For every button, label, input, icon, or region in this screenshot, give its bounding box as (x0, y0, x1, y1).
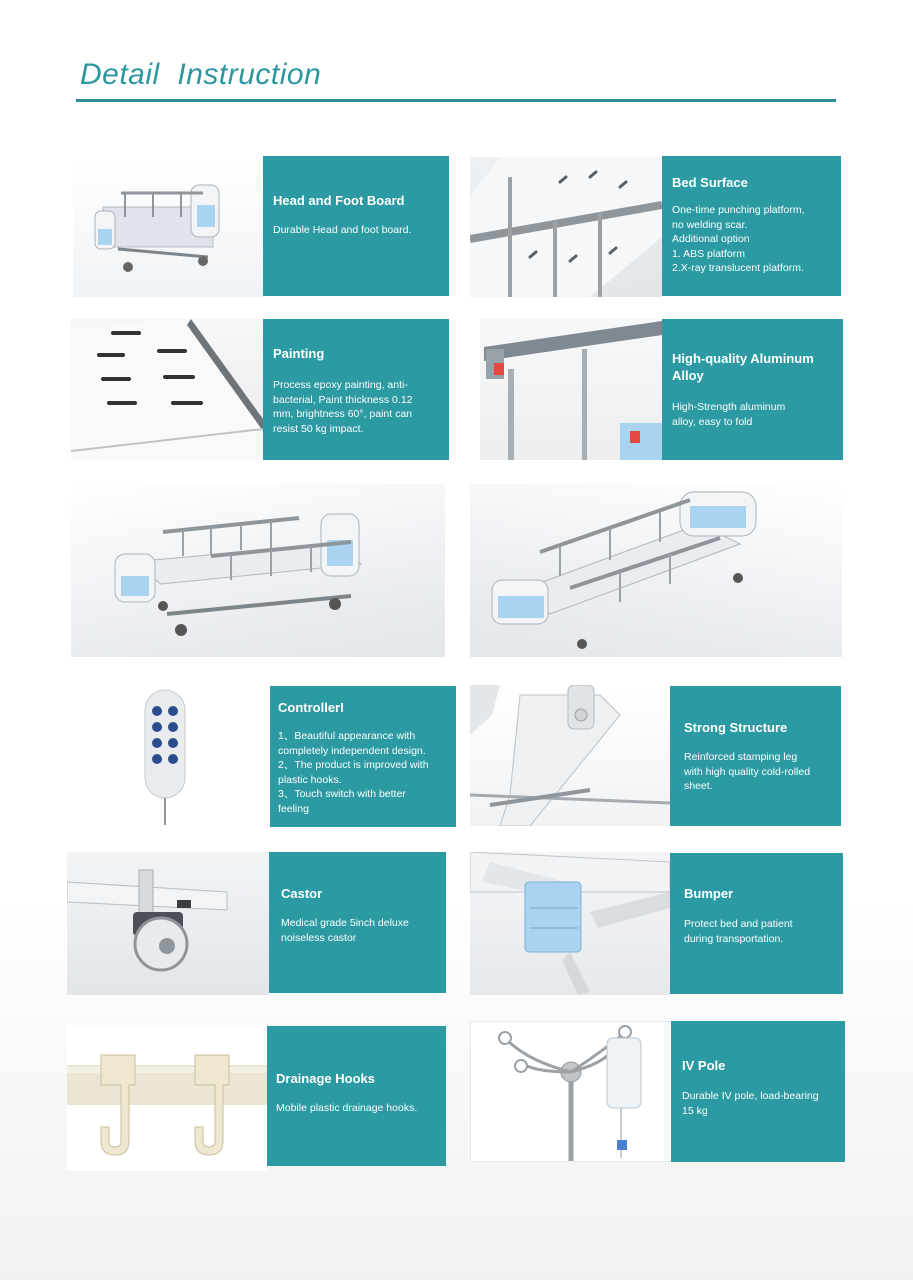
feature-panel-castor (269, 852, 446, 993)
page-title: Detail Instruction (80, 58, 322, 91)
feature-panel-iv-pole (671, 1021, 845, 1162)
feature-title: Painting (273, 346, 325, 361)
feature-panel-bed-surface (662, 156, 841, 296)
bumper-image (470, 852, 670, 995)
feature-description: 1、Beautiful appearance with completely independent design. 2、The product is improved with plastic hooks. 3、Touch switch with better feeling (278, 730, 429, 815)
feature-panel-strong-structure (670, 686, 841, 826)
drainage-hooks-image (67, 1025, 267, 1171)
feature-description: Protect bed and patient during transportation. (684, 918, 793, 945)
feature-description: One-time punching platform, no welding scar. Additional option 1. ABS platform 2.X-ray translucent platform. (672, 204, 805, 274)
feature-title: IV Pole (682, 1058, 726, 1073)
feature-panel-painting (263, 319, 449, 460)
feature-title: Bed Surface (672, 175, 748, 190)
head-foot-board-image (73, 157, 263, 297)
feature-panel-head-foot-board (263, 156, 449, 296)
strong-structure-image (470, 685, 670, 826)
feature-description: Process epoxy painting, anti- bacterial, Paint thickness 0.12 mm, brightness 60°, paint can resist 50 kg impact. (273, 379, 413, 435)
feature-title: ControllerI (278, 700, 344, 715)
bed-side-view-image (71, 484, 445, 657)
feature-title: High-quality Aluminum Alloy (672, 351, 814, 383)
title-divider (76, 99, 836, 102)
feature-title: Drainage Hooks (276, 1071, 375, 1086)
feature-title: Head and Foot Board (273, 193, 405, 208)
feature-description: Durable Head and foot board. (273, 224, 412, 236)
bed-surface-image (470, 157, 662, 297)
bed-angle-view-image (470, 484, 842, 657)
feature-description: Durable IV pole, load-bearing 15 kg (682, 1090, 819, 1117)
feature-description: High-Strength aluminum alloy, easy to fold (672, 401, 786, 428)
feature-title: Bumper (684, 886, 734, 901)
feature-panel-controller (270, 686, 456, 827)
feature-panel-aluminum-alloy (662, 319, 843, 460)
feature-description: Mobile plastic drainage hooks. (276, 1102, 418, 1114)
feature-title: Strong Structure (684, 720, 788, 735)
castor-image (67, 852, 269, 995)
aluminum-rail-image (480, 319, 662, 460)
painting-image (71, 319, 263, 460)
feature-panel-drainage-hooks (267, 1026, 446, 1166)
iv-pole-image (470, 1021, 672, 1162)
feature-description: Reinforced stamping leg with high quality cold-rolled sheet. (684, 751, 811, 792)
feature-title: Castor (281, 886, 323, 901)
controller-image (71, 685, 270, 827)
feature-panel-bumper (670, 853, 843, 994)
feature-description: Medical grade 5inch deluxe noiseless castor (281, 917, 409, 944)
